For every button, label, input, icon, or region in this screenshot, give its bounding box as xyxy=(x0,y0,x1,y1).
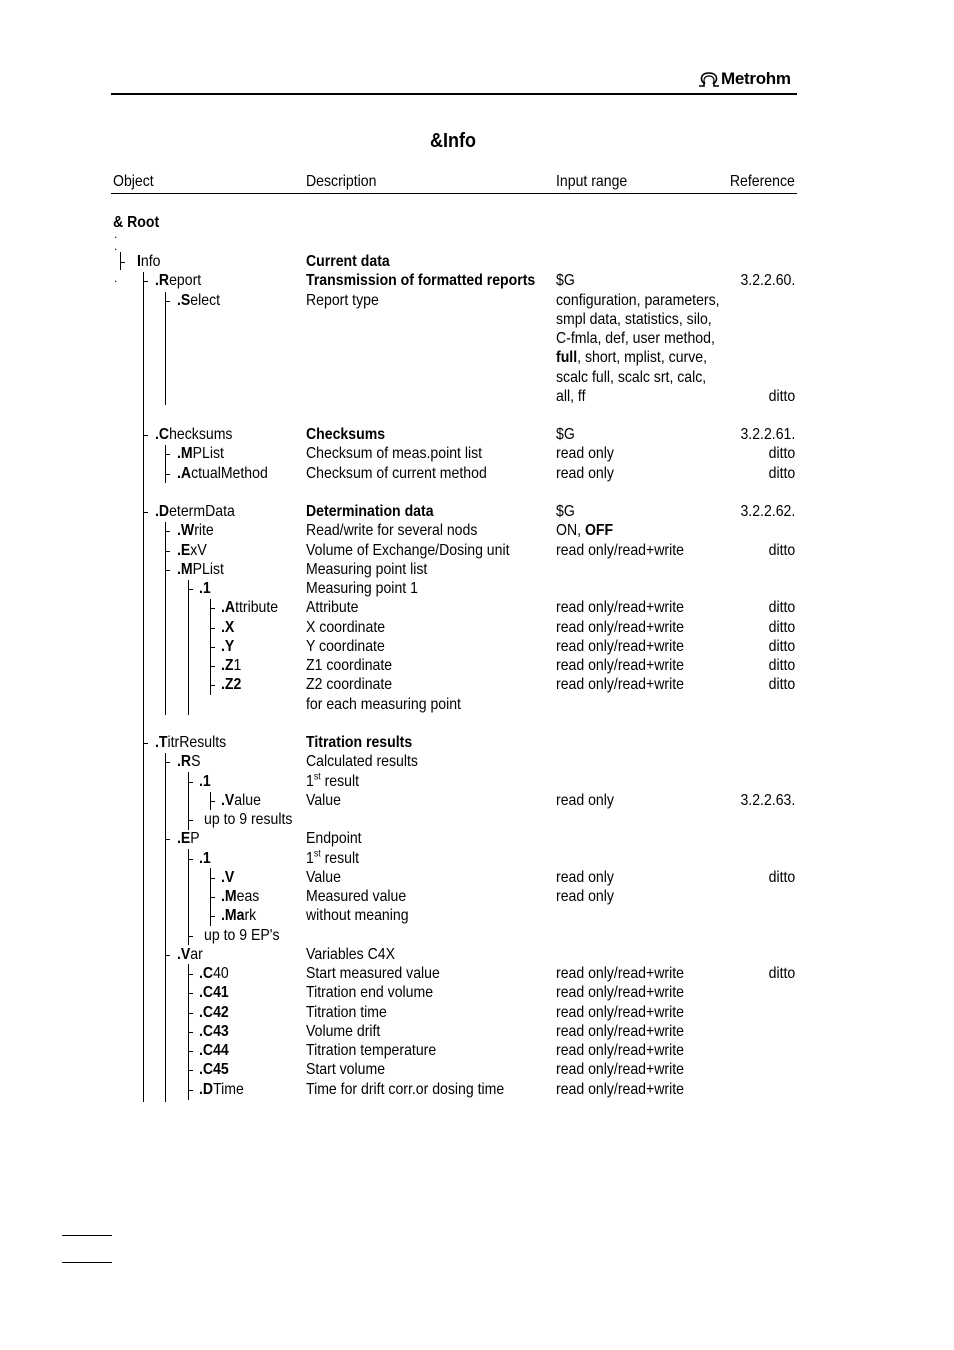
column-header-rule xyxy=(111,193,797,194)
object-name-rest: xV xyxy=(190,541,207,559)
tree-object-report xyxy=(155,271,201,290)
root-dots: . . xyxy=(114,227,118,253)
description-text: X coordinate xyxy=(306,618,386,636)
object-key-chars: .C xyxy=(155,426,170,443)
row-reference: ditto xyxy=(768,464,795,482)
row-input-range xyxy=(556,598,684,617)
object-name-rest: itrResults xyxy=(167,734,227,751)
object-key-chars: .T xyxy=(155,734,168,751)
row-input-range xyxy=(556,656,684,675)
row-input-range xyxy=(556,502,575,521)
row-input-range xyxy=(556,387,585,406)
description-text: Titration results xyxy=(306,734,413,751)
tree-object-1 xyxy=(199,579,211,598)
row-input-range xyxy=(556,310,712,329)
range-text: read only/read+write xyxy=(556,1003,684,1021)
row-input-range xyxy=(556,791,614,810)
range-text: configuration, parameters, xyxy=(556,291,720,309)
col-header-object: Object xyxy=(113,173,154,190)
row-reference: ditto xyxy=(768,445,795,463)
object-key-chars: .R xyxy=(155,272,170,290)
object-name-rest: ar xyxy=(190,945,203,963)
object-name-rest: alue xyxy=(234,791,261,809)
tree-object-meas xyxy=(221,887,259,906)
row-description xyxy=(306,1022,380,1041)
col-header-reference: Reference xyxy=(730,173,795,190)
row-description xyxy=(306,868,341,887)
description-superscript: st xyxy=(313,848,321,860)
range-text: read only xyxy=(556,868,614,886)
tree-object-mplist xyxy=(177,560,224,579)
row-reference: ditto xyxy=(768,637,795,655)
row-reference: ditto xyxy=(768,618,795,636)
range-text: read only/read+write xyxy=(556,657,684,674)
description-text: Y coordinate xyxy=(306,637,385,655)
row-description xyxy=(306,637,385,656)
row-input-range xyxy=(556,271,575,290)
object-name-rest: 1 xyxy=(233,657,242,674)
row-reference: 3.2.2.62. xyxy=(740,503,795,520)
tree-object-1 xyxy=(199,772,211,791)
description-text: Calculated results xyxy=(306,753,418,771)
range-text: read only/read+write xyxy=(556,1061,684,1079)
row-input-range xyxy=(556,868,614,887)
range-default-value: OFF xyxy=(584,522,614,540)
description-text: Measured value xyxy=(306,888,407,905)
row-description xyxy=(306,598,358,617)
object-key-chars: I xyxy=(137,253,141,270)
range-text: read only/read+write xyxy=(556,541,684,559)
tree-object-dtime xyxy=(199,1080,244,1099)
range-text: read only/read+write xyxy=(556,618,684,636)
range-text: $G xyxy=(556,503,575,520)
row-input-range xyxy=(556,464,614,483)
description-suffix: result xyxy=(320,772,360,790)
col-header-input-range: Input range xyxy=(556,173,628,190)
row-input-range xyxy=(556,291,720,310)
tree-ep-trunk xyxy=(188,849,189,945)
row-description xyxy=(306,579,418,598)
description-text: Endpoint xyxy=(306,830,362,848)
tree-object-value xyxy=(221,791,261,810)
brand-name: Metrohm xyxy=(721,69,791,88)
tree-object-c40 xyxy=(199,964,229,983)
description-text: Checksums xyxy=(306,426,386,443)
tree-ep1-trunk xyxy=(210,868,211,926)
tree-object-exv xyxy=(177,541,207,560)
description-text: Value xyxy=(306,868,341,886)
row-reference: 3.2.2.63. xyxy=(740,791,795,809)
row-description xyxy=(306,964,440,983)
description-text: 1 xyxy=(306,849,314,867)
row-description xyxy=(306,1041,436,1060)
row-input-range xyxy=(556,368,706,387)
row-input-range xyxy=(556,618,684,637)
row-input-range xyxy=(556,329,715,348)
object-name-rest: PList xyxy=(192,560,224,578)
row-input-range xyxy=(556,541,684,560)
description-text: Read/write for several nods xyxy=(306,522,478,540)
row-description xyxy=(306,425,385,444)
range-text: C-fmla, def, user method, xyxy=(556,330,715,347)
tree-checksums-trunk xyxy=(165,445,166,483)
object-key-chars: .D xyxy=(199,1080,214,1098)
object-key-chars: .M xyxy=(221,888,237,905)
row-description xyxy=(306,675,392,694)
row-description xyxy=(306,945,395,964)
range-text: read only/read+write xyxy=(556,984,684,1002)
row-description xyxy=(306,1060,385,1079)
object-name-rest: nfo xyxy=(140,253,161,270)
row-description xyxy=(306,444,482,463)
range-text: read only xyxy=(556,464,614,482)
object-key-chars: .M xyxy=(177,445,193,463)
footer-rule-1 xyxy=(62,1235,112,1236)
description-text: Volume drift xyxy=(306,1022,381,1040)
object-key-chars: .1 xyxy=(199,580,211,597)
tree-object-write xyxy=(177,521,214,540)
object-key-chars: .1 xyxy=(199,849,211,867)
row-description xyxy=(306,291,379,310)
row-description xyxy=(306,618,385,637)
description-text: without meaning xyxy=(306,907,409,925)
row-description xyxy=(306,695,461,714)
tree-object-c42 xyxy=(199,1003,229,1022)
tree-object-titrresults xyxy=(155,733,226,752)
footer-rule-2 xyxy=(62,1262,112,1263)
row-input-range xyxy=(556,1003,684,1022)
row-input-range xyxy=(556,964,684,983)
object-key-chars: .C42 xyxy=(199,1003,229,1021)
description-text: 1 xyxy=(306,772,314,790)
object-name-rest: ctualMethod xyxy=(191,464,268,482)
object-key-chars: .M xyxy=(177,560,193,578)
range-text: , short, mplist, curve, xyxy=(577,349,708,367)
row-reference: ditto xyxy=(768,965,795,982)
range-text: read only/read+write xyxy=(556,599,684,617)
description-superscript: st xyxy=(313,771,321,783)
row-input-range xyxy=(556,425,575,444)
description-text: Time for drift corr.or dosing time xyxy=(306,1080,505,1098)
range-text: ON, xyxy=(556,522,585,540)
tree-object-up-to-9-results: up to 9 results xyxy=(204,811,293,828)
row-input-range xyxy=(556,1041,684,1060)
object-key-chars: .Z xyxy=(221,657,234,674)
row-input-range xyxy=(556,675,684,694)
object-name-rest: eport xyxy=(169,272,202,290)
row-reference: ditto xyxy=(768,541,795,559)
row-input-range xyxy=(556,348,707,367)
description-text: Titration time xyxy=(306,1003,387,1021)
description-text: Value xyxy=(306,791,341,809)
tree-object-up-to-9-ep-s: up to 9 EP's xyxy=(204,926,280,944)
object-name-rest: P xyxy=(190,830,200,848)
row-description xyxy=(306,829,362,848)
tree-object-mplist xyxy=(177,444,224,463)
object-key-chars: .Ma xyxy=(221,907,245,925)
header-rule xyxy=(111,93,797,95)
description-text: Current data xyxy=(306,253,390,270)
range-default-value: full xyxy=(556,349,578,367)
object-name-rest: S xyxy=(191,753,201,771)
description-text: Checksum of current method xyxy=(306,464,487,482)
row-description xyxy=(306,1003,387,1022)
range-text: scalc full, scalc srt, calc, xyxy=(556,368,707,386)
row-reference: ditto xyxy=(768,387,795,405)
object-key-chars: .S xyxy=(177,291,191,309)
object-key-chars: .W xyxy=(177,522,195,540)
row-input-range xyxy=(556,637,684,656)
row-input-range xyxy=(556,1060,684,1079)
row-input-range xyxy=(556,887,614,906)
description-text: Start measured value xyxy=(306,965,440,982)
range-text: read only xyxy=(556,791,614,809)
tree-object-v xyxy=(221,868,234,887)
tree-object-actualmethod xyxy=(177,464,268,483)
object-key-chars: .C44 xyxy=(199,1042,229,1059)
object-key-chars: .R xyxy=(177,753,192,771)
tree-rs-trunk xyxy=(188,772,189,830)
row-input-range xyxy=(556,1022,684,1041)
metrohm-omega-icon xyxy=(697,70,721,88)
tree-object-z1 xyxy=(221,656,241,675)
object-key-chars: .C43 xyxy=(199,1022,229,1040)
tree-rs1-trunk xyxy=(210,792,211,810)
row-description xyxy=(306,791,341,810)
range-text: smpl data, statistics, silo, xyxy=(556,310,712,328)
object-name-rest: PList xyxy=(192,445,224,463)
row-description xyxy=(306,983,433,1002)
root-dots-lower: . xyxy=(114,271,118,285)
row-description xyxy=(306,906,409,925)
range-text: read only/read+write xyxy=(556,637,684,655)
col-header-description: Description xyxy=(306,173,377,190)
tree-determdata-trunk xyxy=(165,522,166,715)
row-description xyxy=(306,271,535,290)
tree-object-1 xyxy=(199,849,211,868)
tree-object-checksums xyxy=(155,425,232,444)
row-input-range xyxy=(556,444,614,463)
row-description xyxy=(306,772,359,791)
tree-object-c44 xyxy=(199,1041,229,1060)
tree-object-attribute xyxy=(221,598,278,617)
metrohm-logo xyxy=(697,68,791,90)
tree-mplist-trunk xyxy=(188,580,189,715)
row-description xyxy=(306,464,487,483)
object-key-chars: .C41 xyxy=(199,984,229,1002)
object-name-rest: Time xyxy=(213,1080,244,1098)
row-input-range xyxy=(556,983,684,1002)
range-text: $G xyxy=(556,426,575,443)
object-name-rest: hecksums xyxy=(169,426,233,443)
object-key-chars: .C xyxy=(199,965,214,982)
row-description xyxy=(306,541,510,560)
object-name-rest: eas xyxy=(236,888,260,905)
object-key-chars: .E xyxy=(177,830,191,848)
tree-info-trunk xyxy=(143,272,144,1102)
row-reference: 3.2.2.60. xyxy=(740,272,795,290)
row-reference: 3.2.2.61. xyxy=(740,426,795,443)
description-text: Z1 coordinate xyxy=(306,657,393,674)
tree-object-c43 xyxy=(199,1022,229,1041)
object-key-chars: .E xyxy=(177,541,191,559)
range-text: read only/read+write xyxy=(556,1042,684,1059)
row-input-range xyxy=(556,1080,684,1099)
description-text: Measuring point 1 xyxy=(306,580,418,597)
tree-report-trunk xyxy=(165,292,166,405)
description-text: Variables C4X xyxy=(306,945,395,963)
description-text: Attribute xyxy=(306,599,359,617)
page-title: &Info xyxy=(430,130,476,152)
description-text: Transmission of formatted reports xyxy=(306,272,536,290)
tree-var-trunk xyxy=(188,964,189,1100)
description-text: Report type xyxy=(306,291,379,309)
range-text: read only xyxy=(556,445,614,463)
description-suffix: result xyxy=(320,849,360,867)
tree-titrresults-trunk xyxy=(165,753,166,1102)
tree-object-y xyxy=(221,637,234,656)
tree-object-x xyxy=(221,618,234,637)
description-text: Volume of Exchange/Dosing unit xyxy=(306,541,510,559)
range-text: read only/read+write xyxy=(556,676,684,694)
object-key-chars: .Y xyxy=(221,637,235,655)
row-description xyxy=(306,752,418,771)
tree-object-c45 xyxy=(199,1060,229,1079)
object-name-rest: rk xyxy=(244,907,257,925)
object-name-rest: rite xyxy=(194,522,214,540)
row-description xyxy=(306,887,406,906)
object-key-chars: .Z2 xyxy=(221,676,242,694)
object-key-chars: .C45 xyxy=(199,1061,229,1079)
tree-object-determdata xyxy=(155,502,235,521)
tree-object-ep xyxy=(177,829,200,848)
root-label: & Root xyxy=(113,214,160,231)
row-reference: ditto xyxy=(768,868,795,886)
description-text: Checksum of meas.point list xyxy=(306,445,483,463)
tree-object-select xyxy=(177,291,220,310)
description-text: Titration end volume xyxy=(306,984,434,1002)
description-text: for each measuring point xyxy=(306,695,461,713)
tree-root-connector xyxy=(120,252,121,270)
object-name-rest: elect xyxy=(190,291,221,309)
object-key-chars: .1 xyxy=(199,772,211,790)
object-key-chars: .V xyxy=(221,868,235,886)
row-description xyxy=(306,733,412,752)
row-description xyxy=(306,502,434,521)
tree-object-c41 xyxy=(199,983,229,1002)
tree-object-z2 xyxy=(221,675,241,694)
row-description xyxy=(306,252,390,271)
range-text: read only/read+write xyxy=(556,1080,684,1098)
object-key-chars: .D xyxy=(155,503,170,520)
tree-object-mark xyxy=(221,906,256,925)
object-name-rest: etermData xyxy=(169,503,235,520)
range-text: all, ff xyxy=(556,387,586,405)
row-description xyxy=(306,560,427,579)
range-text: read only/read+write xyxy=(556,1022,684,1040)
tree-mp1-trunk xyxy=(210,600,211,695)
tree-object-info xyxy=(137,252,160,271)
row-description xyxy=(306,656,392,675)
row-description xyxy=(306,1080,504,1099)
object-key-chars: .A xyxy=(177,464,192,482)
tree-object-var xyxy=(177,945,203,964)
description-text: Z2 coordinate xyxy=(306,676,393,694)
object-key-chars: .V xyxy=(221,791,235,809)
row-description xyxy=(306,521,477,540)
tree-object-rs xyxy=(177,752,200,771)
row-input-range xyxy=(556,521,613,540)
row-reference: ditto xyxy=(768,599,795,617)
description-text: Measuring point list xyxy=(306,560,428,578)
description-text: Titration temperature xyxy=(306,1042,437,1059)
row-description xyxy=(306,849,359,868)
object-key-chars: .X xyxy=(221,618,235,636)
range-text: read only/read+write xyxy=(556,965,684,982)
row-reference: ditto xyxy=(768,676,795,694)
object-name-rest: ttribute xyxy=(235,599,279,617)
object-key-chars: .A xyxy=(221,599,236,617)
object-key-chars: .V xyxy=(177,945,191,963)
range-text: read only xyxy=(556,888,614,905)
object-name-rest: 40 xyxy=(213,965,229,982)
description-text: Start volume xyxy=(306,1061,386,1079)
row-reference: ditto xyxy=(768,657,795,674)
range-text: $G xyxy=(556,272,575,290)
description-text: Determination data xyxy=(306,503,434,520)
